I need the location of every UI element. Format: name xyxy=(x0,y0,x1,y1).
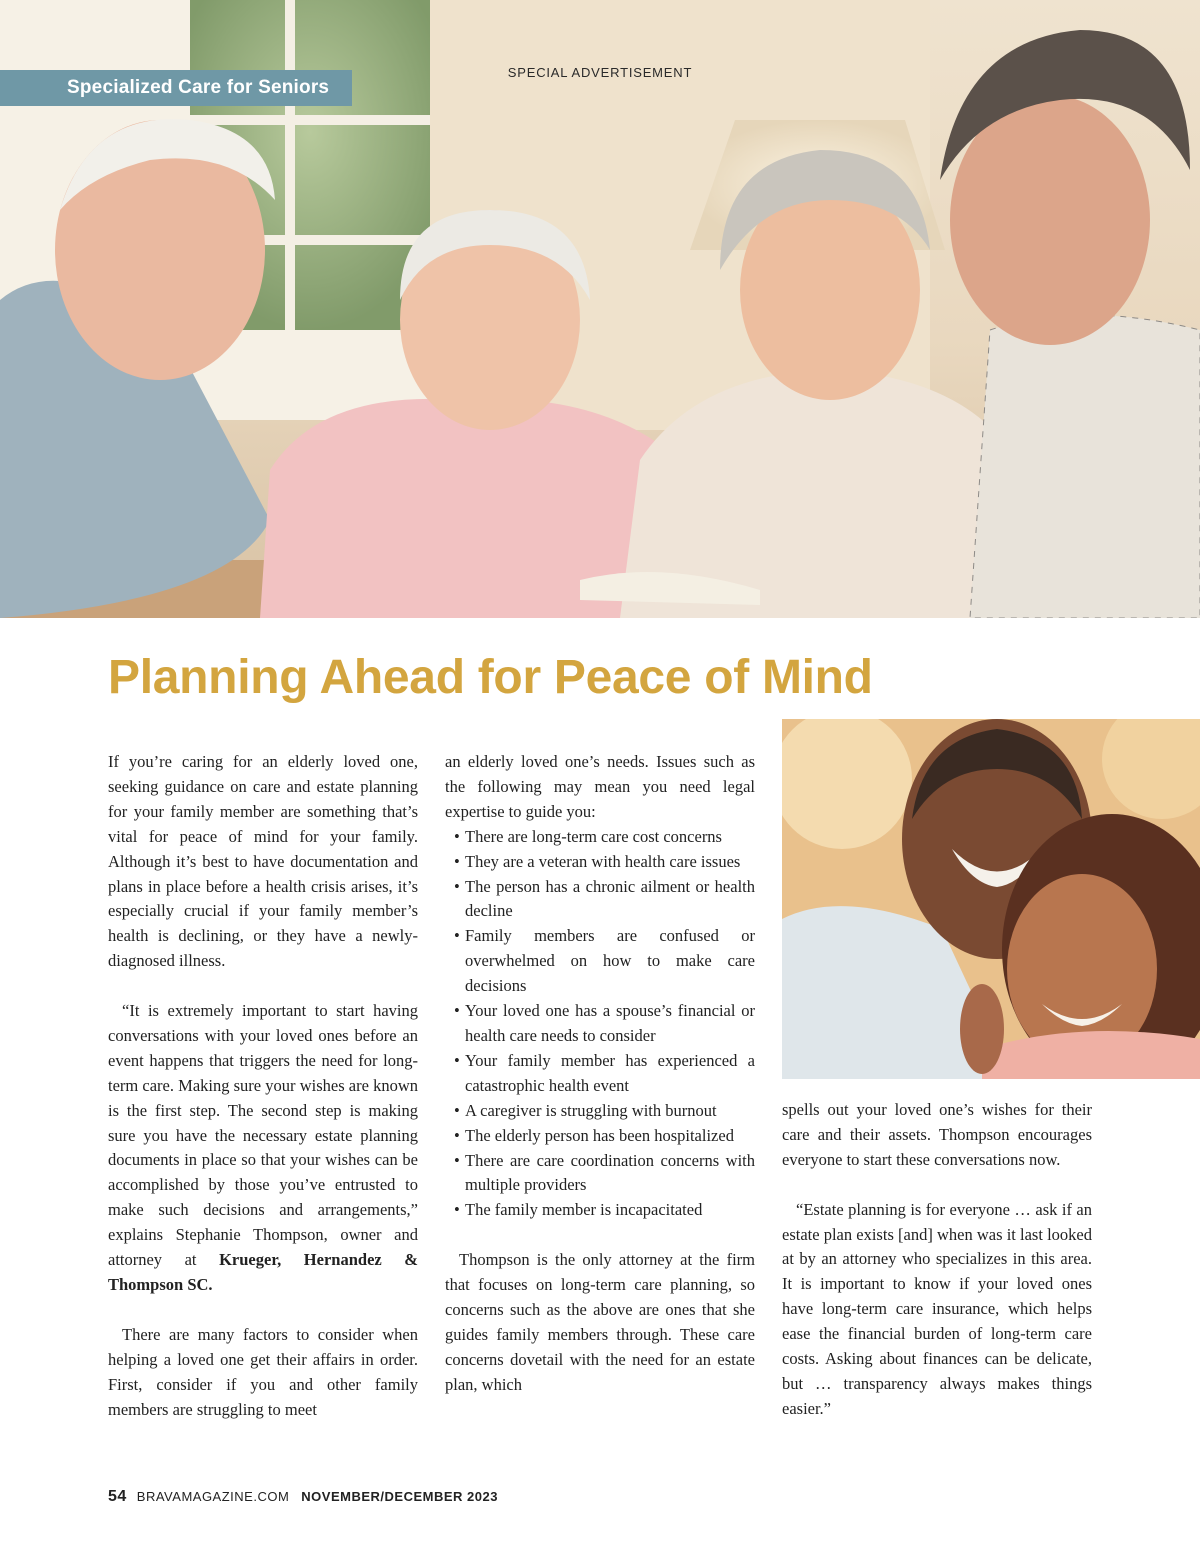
footer-issue: NOVEMBER/DECEMBER 2023 xyxy=(301,1489,498,1504)
article-headline: Planning Ahead for Peace of Mind xyxy=(108,651,873,704)
list-item: • There are long-term care cost concerns xyxy=(454,825,755,850)
list-item: • Your loved one has a spouse’s financial or health care needs to consider xyxy=(454,999,755,1049)
list-item: • The elderly person has been hospitalized xyxy=(454,1124,755,1149)
list-item: • There are care coordination concerns with multiple providers xyxy=(454,1149,755,1199)
article-column-3 xyxy=(782,1098,1092,1422)
paragraph: There are many factors to consider when helping a loved one get their affairs in order. First, consider if you and other family members are struggling to meet xyxy=(108,1324,418,1419)
inset-photo-illustration xyxy=(782,719,1200,1079)
footer-site: BRAVAMAGAZINE.COM xyxy=(136,1489,290,1504)
special-advertisement-label: SPECIAL ADVERTISEMENT xyxy=(507,65,693,80)
list-item: • Your family member has experienced a catastrophic health event xyxy=(454,1049,755,1099)
list-item: • A caregiver is struggling with burnout xyxy=(454,1099,755,1124)
firm-name: Krueger, Hernandez & Thompson SC. xyxy=(108,1250,419,1295)
paragraph: Thompson is the only attorney at the firm that focuses on long-term care planning, so concerns such as the above are ones that she guides family members through. These care concerns dovetail with the need for an estate plan, which xyxy=(445,1250,755,1394)
hero-photo xyxy=(0,0,1200,618)
page-footer xyxy=(108,1488,498,1506)
inset-photo xyxy=(782,719,1200,1079)
article-column-2 xyxy=(445,750,755,1398)
list-item: • The person has a chronic ailment or health decline xyxy=(454,875,755,925)
quote-paragraph xyxy=(108,999,418,1298)
list-item: • Family members are confused or overwhelmed on how to make care decisions xyxy=(454,924,755,999)
quote-paragraph: “Estate planning is for everyone … ask if an estate plan exists [and] when was it last looked at by an attorney who specializes in this area. It is important to know if your loved ones have long-term care insurance, which helps ease the financial burden of long-term care costs. Asking about finances can be delicate, but … transparency always makes things easier.” xyxy=(782,1199,1092,1418)
article-column-1 xyxy=(108,750,418,1422)
paragraph: spells out your loved one’s wishes for their care and their assets. Thompson encourages everyone to start these conversations now. xyxy=(782,1100,1092,1169)
list-item: • The family member is incapacitated xyxy=(454,1198,755,1223)
page-number: 54 xyxy=(108,1488,127,1505)
quote-text: “It is extremely important to start having conversations with your loved ones before an event happens that triggers the need for long-term care. Making sure your wishes are known is the first step. The second step is making sure you have the necessary estate planning documents in place so that your wishes can be accomplished by those you’ve entrusted to make such decisions and arrangements,” explains Stephanie Thompson, owner and attorney at xyxy=(108,1001,418,1270)
section-tab: Specialized Care for Seniors xyxy=(0,70,352,106)
list-item: • They are a veteran with health care issues xyxy=(454,850,755,875)
concerns-list xyxy=(445,825,755,1224)
paragraph: an elderly loved one’s needs. Issues such as the following may mean you need legal expertise to guide you: xyxy=(445,752,755,821)
paragraph: If you’re caring for an elderly loved one, seeking guidance on care and estate planning for your family member are something that’s vital for peace of mind for your family. Although it’s best to have documentation and plans in place before a health crisis arises, it’s especially crucial if your family member’s health is declining, or they have a newly-diagnosed illness. xyxy=(108,752,418,971)
